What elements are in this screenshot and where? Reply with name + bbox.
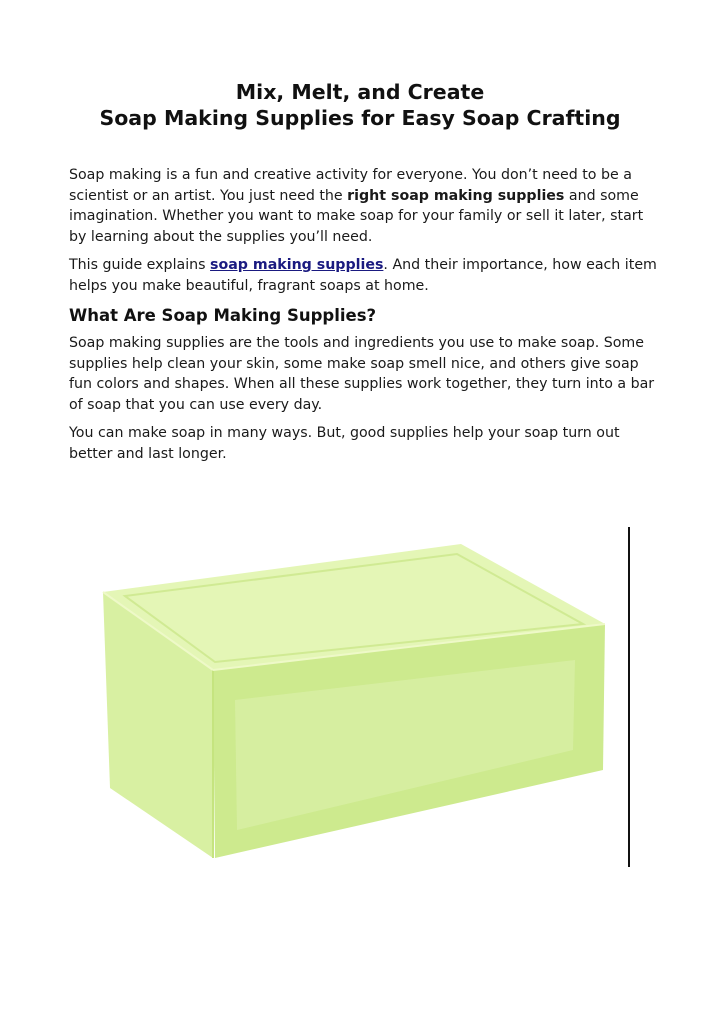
section-paragraph-1: Soap making supplies are the tools and ingredients you use to make soap. Some supplies help clean your skin, some make soap smell nice, and others give soap fun colors and shapes. When all these supplies work together, they turn into a bar of soap that you can use every day. — [69, 335, 655, 413]
soap-supplies-link[interactable]: soap making supplies — [210, 257, 384, 273]
intro-text-1b: and some imagination. Whether you want to make soap for your family or sell it later, start by learning about the supplies you’ll need. — [69, 187, 644, 245]
intro-bold-phrase: right soap making supplies — [347, 187, 565, 204]
soap-block-image — [95, 530, 625, 870]
intro-text-2a: This guide explains — [69, 257, 211, 273]
intro-paragraph-2 — [69, 255, 659, 296]
intro-text-2b: . And their importance, how each item helps you make beautiful, fragrant soaps at home. — [69, 257, 657, 294]
intro-text-1a: Soap making is a fun and creative activity for everyone. You don’t need to be a scientist or an artist. You just need the — [69, 167, 632, 204]
intro-paragraph-1 — [69, 165, 659, 247]
section-paragraph-2: You can make soap in many ways. But, good supplies help your soap turn out better and last longer. — [69, 425, 620, 462]
page-title-line-1: Mix, Melt, and Create — [235, 80, 485, 104]
page-title-line-2: Soap Making Supplies for Easy Soap Crafting — [99, 106, 621, 130]
section-heading: What Are Soap Making Supplies? — [69, 306, 377, 325]
vertical-divider — [628, 527, 630, 867]
